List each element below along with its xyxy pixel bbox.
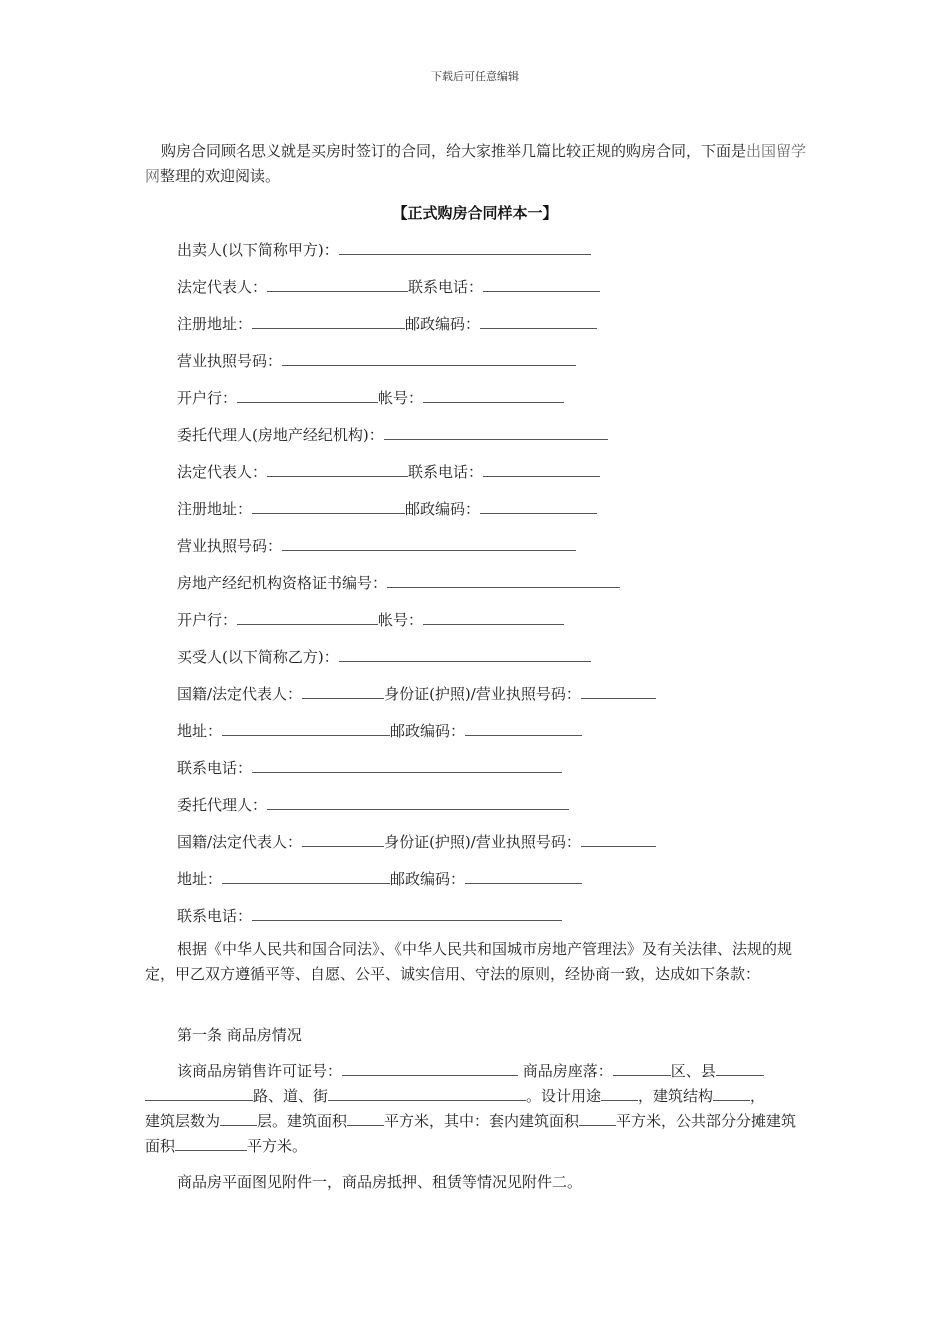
field-label: 营业执照号码： xyxy=(177,352,283,370)
basis-text: 根据《中华人民共和国合同法》、《中华人民共和国城市房地产管理法》及有关法律、法规的规定，甲乙双方遵循平等、自愿、公平、诚实信用、守法的原则，经协商一致，达成如下条款： xyxy=(145,940,793,983)
field-label: 邮政编码： xyxy=(405,500,481,518)
blank-line[interactable] xyxy=(613,1060,671,1076)
blank-line[interactable] xyxy=(581,831,656,847)
field-row-nationality xyxy=(177,831,656,868)
field-label: 营业执照号码： xyxy=(177,537,283,555)
field-row-phone xyxy=(177,757,656,794)
field-label: 身份证(护照)/营业执照号码： xyxy=(384,685,581,703)
blank-line[interactable] xyxy=(465,868,582,884)
blank-line[interactable] xyxy=(237,387,378,403)
blank-line[interactable] xyxy=(465,720,582,736)
party-fields xyxy=(177,239,656,942)
field-label: 邮政编码： xyxy=(390,870,466,888)
blank-line[interactable] xyxy=(145,1085,253,1101)
intro-paragraph xyxy=(145,139,809,189)
basis-paragraph xyxy=(145,937,809,987)
blank-line[interactable] xyxy=(347,1110,384,1126)
field-label: 帐号： xyxy=(378,389,424,407)
field-label: 邮政编码： xyxy=(405,315,481,333)
field-label: 房地产经纪机构资格证书编号： xyxy=(177,574,388,592)
blank-line[interactable] xyxy=(387,572,620,588)
blank-line[interactable] xyxy=(267,276,408,292)
article-text: 平方米，其中：套内建筑面积 xyxy=(384,1112,580,1130)
blank-line[interactable] xyxy=(282,350,576,366)
blank-line[interactable] xyxy=(339,239,591,255)
field-label: 出卖人(以下简称甲方)： xyxy=(177,241,339,259)
article-text: ， xyxy=(750,1087,766,1105)
blank-line[interactable] xyxy=(480,313,597,329)
field-label: 身份证(护照)/营业执照号码： xyxy=(384,833,581,851)
attachment-paragraph xyxy=(145,1170,809,1195)
article-text: 该商品房销售许可证号： xyxy=(177,1062,343,1080)
field-row-bank xyxy=(177,387,656,424)
field-row-reg-address xyxy=(177,498,656,535)
field-row-bank xyxy=(177,609,656,646)
article-text: 平方米，公共部分分摊建筑面积 xyxy=(145,1112,797,1155)
blank-line[interactable] xyxy=(222,720,390,736)
intro-text-1: 购房合同顾名思义就是买房时签订的合同，给大家推举几篇比较正规的购房合同，下面是 xyxy=(161,142,747,160)
field-label: 注册地址： xyxy=(177,500,253,518)
blank-line[interactable] xyxy=(220,1110,257,1126)
intro-link[interactable]: 出国留学网 xyxy=(145,142,807,185)
intro-text-2: 整理的欢迎阅读。 xyxy=(160,167,281,185)
field-row-license xyxy=(177,350,656,387)
field-row-buyer xyxy=(177,646,656,683)
attachment-text: 商品房平面图见附件一，商品房抵押、租赁等情况见附件二。 xyxy=(177,1173,583,1191)
blank-line[interactable] xyxy=(483,276,600,292)
blank-line[interactable] xyxy=(581,683,656,699)
field-label: 联系电话： xyxy=(408,463,484,481)
field-row-address xyxy=(177,868,656,905)
field-label: 帐号： xyxy=(378,611,424,629)
article-text: 。设计用途 xyxy=(526,1087,602,1105)
field-row-address xyxy=(177,720,656,757)
field-row-legal-rep xyxy=(177,276,656,313)
blank-line[interactable] xyxy=(267,461,408,477)
blank-line[interactable] xyxy=(328,1085,526,1101)
article-body xyxy=(145,1059,809,1159)
field-row-nationality xyxy=(177,683,656,720)
field-label: 联系电话： xyxy=(177,907,253,925)
field-label: 法定代表人： xyxy=(177,278,268,296)
article-text: 建筑层数为 xyxy=(145,1112,221,1130)
field-label: 法定代表人： xyxy=(177,463,268,481)
field-label: 国籍/法定代表人： xyxy=(177,833,303,851)
article-text: 区、县 xyxy=(670,1062,716,1080)
field-label: 开户行： xyxy=(177,389,238,407)
article-text: 商品房座落： xyxy=(518,1062,613,1080)
field-row-seller xyxy=(177,239,656,276)
blank-line[interactable] xyxy=(601,1085,638,1101)
article-heading xyxy=(145,1023,809,1048)
field-row-cert-number xyxy=(177,572,656,609)
field-label: 联系电话： xyxy=(177,759,253,777)
field-row-license xyxy=(177,535,656,572)
field-row-agent xyxy=(177,424,656,461)
blank-line[interactable] xyxy=(579,1110,616,1126)
blank-line[interactable] xyxy=(252,757,562,773)
field-label: 邮政编码： xyxy=(390,722,466,740)
field-label: 国籍/法定代表人： xyxy=(177,685,303,703)
article-heading-text: 第一条 商品房情况 xyxy=(177,1026,302,1044)
blank-line[interactable] xyxy=(423,609,564,625)
blank-line[interactable] xyxy=(252,313,405,329)
field-label: 地址： xyxy=(177,722,223,740)
blank-line[interactable] xyxy=(713,1085,750,1101)
page-header: 下载后可任意编辑 xyxy=(431,70,519,83)
blank-line[interactable] xyxy=(252,905,562,921)
blank-line[interactable] xyxy=(342,1060,518,1076)
article-text: 层。建筑面积 xyxy=(257,1112,348,1130)
field-label: 地址： xyxy=(177,870,223,888)
article-text: ，建筑结构 xyxy=(638,1087,714,1105)
blank-line[interactable] xyxy=(252,498,405,514)
blank-line[interactable] xyxy=(175,1135,247,1151)
field-label: 委托代理人： xyxy=(177,796,268,814)
blank-line[interactable] xyxy=(384,424,608,440)
field-label: 开户行： xyxy=(177,611,238,629)
blank-line[interactable] xyxy=(480,498,597,514)
blank-line[interactable] xyxy=(267,794,569,810)
field-row-reg-address xyxy=(177,313,656,350)
article-text: 路、道、街 xyxy=(253,1087,329,1105)
field-row-legal-rep xyxy=(177,461,656,498)
blank-line[interactable] xyxy=(302,683,384,699)
field-label: 联系电话： xyxy=(408,278,484,296)
blank-line[interactable] xyxy=(483,461,600,477)
blank-line[interactable] xyxy=(339,646,591,662)
blank-line[interactable] xyxy=(423,387,564,403)
field-label: 买受人(以下简称乙方)： xyxy=(177,648,339,666)
contract-title: 【正式购房合同样本一】 xyxy=(392,204,558,222)
blank-line[interactable] xyxy=(222,868,390,884)
blank-line[interactable] xyxy=(237,609,378,625)
field-label: 委托代理人(房地产经纪机构)： xyxy=(177,426,384,444)
blank-line[interactable] xyxy=(302,831,384,847)
blank-line[interactable] xyxy=(716,1060,764,1076)
field-row-agent xyxy=(177,794,656,831)
field-label: 注册地址： xyxy=(177,315,253,333)
article-text: 平方米。 xyxy=(247,1137,308,1155)
blank-line[interactable] xyxy=(282,535,576,551)
